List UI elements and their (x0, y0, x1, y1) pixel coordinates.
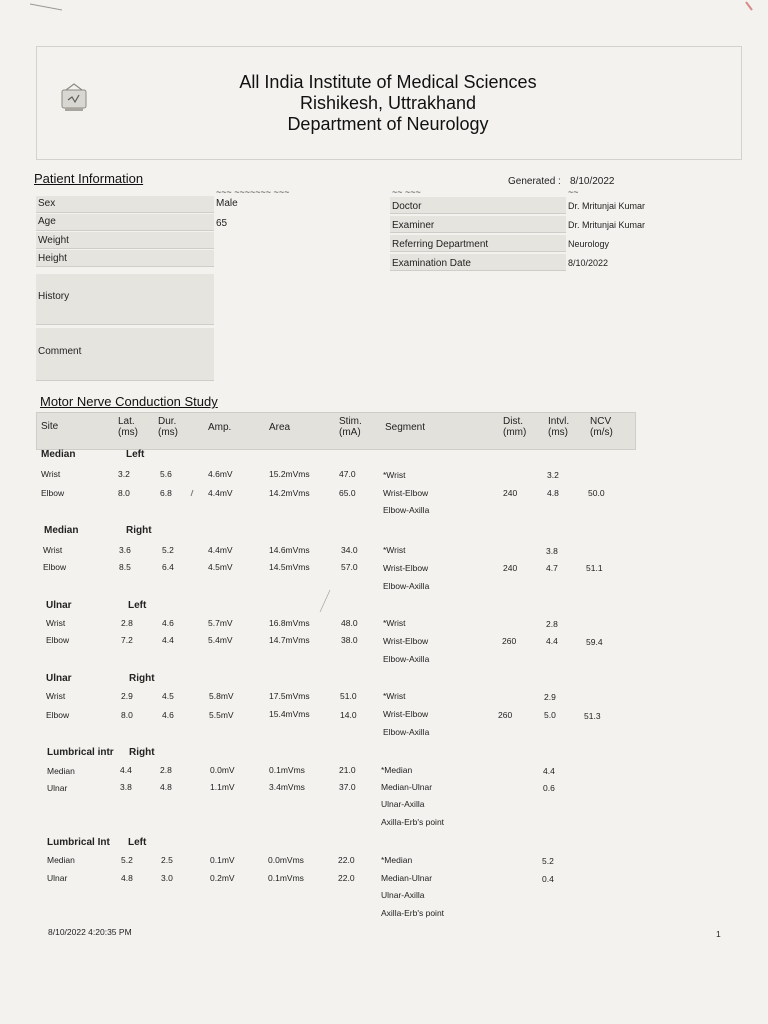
amp-cell: 0.2mV (210, 873, 235, 883)
segment-cell: Wrist-Elbow (383, 563, 429, 573)
examiner-value: Dr. Mritunjai Kumar (568, 220, 646, 230)
stim-cell: 47.0 (339, 469, 356, 479)
col-intvl: Intvl. (ms) (548, 416, 570, 438)
group-side: Left (128, 600, 147, 611)
dur-cell: 6.4 (162, 562, 174, 572)
dist-cell: 240 (503, 488, 518, 498)
dur-cell: 5.6 (160, 469, 172, 479)
lat-cell: 2.8 (121, 618, 133, 628)
segment-cell: Axilla-Erb's point (381, 817, 445, 827)
group-nerve: Ulnar (46, 600, 72, 611)
dist-cell: 240 (503, 563, 518, 573)
segment-cell: *Wrist (383, 470, 406, 480)
page-number: 1 (716, 929, 721, 939)
area-cell: 16.8mVms (269, 618, 310, 628)
site-cell: Elbow (41, 488, 65, 498)
weight-label: Weight (38, 235, 69, 246)
stim-cell: 14.0 (340, 710, 357, 720)
segment-cell: *Median (381, 855, 413, 865)
group-nerve: Lumbrical intr (47, 747, 114, 758)
patient-info-heading: Patient Information (34, 171, 144, 186)
intvl-cell: 2.8 (546, 619, 558, 629)
site-cell: Median (47, 766, 75, 776)
stim-cell: 65.0 (339, 488, 356, 498)
area-cell: 15.4mVms (269, 709, 310, 719)
institute-location: Rishikesh, Uttrakhand (299, 93, 477, 113)
intvl-cell: 4.4 (543, 766, 555, 776)
area-cell: 14.6mVms (269, 545, 310, 555)
amp-cell: 4.5mV (208, 562, 233, 572)
site-cell: Wrist (41, 469, 61, 479)
lat-cell: 3.8 (120, 782, 132, 792)
lat-cell: 2.9 (121, 691, 133, 701)
site-cell: Ulnar (47, 783, 68, 793)
group-side: Right (126, 525, 152, 536)
comment-label: Comment (38, 346, 82, 357)
segment-cell: Median-Ulnar (381, 873, 433, 883)
amp-cell: 5.4mV (208, 635, 233, 645)
area-cell: 17.5mVms (269, 691, 310, 701)
intvl-cell: 0.4 (542, 874, 554, 884)
lat-cell: 4.4 (120, 765, 132, 775)
area-cell: 0.1mVms (269, 765, 305, 775)
lat-cell: 8.0 (118, 488, 130, 498)
segment-cell: Elbow-Axilla (383, 727, 430, 737)
col-ncv: NCV (m/s) (590, 416, 613, 438)
amp-cell: 5.7mV (208, 618, 233, 628)
segment-cell: Axilla-Erb's point (381, 908, 445, 918)
generated-label: Generated : (508, 176, 561, 187)
institute-name: All India Institute of Medical Sciences (239, 72, 537, 92)
area-cell: 3.4mVms (269, 782, 305, 792)
segment-cell: Ulnar-Axilla (381, 799, 425, 809)
doctor-label: Doctor (392, 201, 422, 212)
amp-cell: 5.8mV (209, 691, 234, 701)
lat-cell: 8.5 (119, 562, 131, 572)
examiner-label: Examiner (392, 220, 435, 231)
site-cell: Wrist (43, 545, 63, 555)
site-cell: Wrist (46, 618, 66, 628)
dur-cell: 2.8 (160, 765, 172, 775)
segment-cell: Wrist-Elbow (383, 709, 429, 719)
group-nerve: Median (41, 449, 76, 460)
group-side: Right (129, 747, 155, 758)
segment-cell: Wrist-Elbow (383, 636, 429, 646)
lat-cell: 4.8 (121, 873, 133, 883)
lat-cell: 7.2 (121, 635, 133, 645)
exam-date-value: 8/10/2022 (568, 258, 609, 268)
site-cell: Median (47, 855, 75, 865)
area-cell: 14.5mVms (269, 562, 310, 572)
stim-cell: 51.0 (340, 691, 357, 701)
dur-cell: 2.5 (161, 855, 173, 865)
dist-cell: 260 (498, 710, 513, 720)
amp-cell: 4.4mV (208, 545, 233, 555)
site-cell: Wrist (46, 691, 66, 701)
lat-cell: 8.0 (121, 710, 133, 720)
dur-cell: 3.0 (161, 873, 173, 883)
study-heading: Motor Nerve Conduction Study (40, 394, 218, 409)
intvl-cell: 0.6 (543, 783, 555, 793)
amp-cell: 0.0mV (210, 765, 235, 775)
clipped-value-fragment: ~~ (568, 188, 579, 194)
segment-cell: *Wrist (383, 618, 406, 628)
stim-cell: 22.0 (338, 873, 355, 883)
col-stim: Stim. (mA) (339, 416, 362, 438)
ncv-cell: 51.1 (586, 563, 603, 573)
dur-cell: 4.5 (162, 691, 174, 701)
dur-cell: 4.8 (160, 782, 172, 792)
intvl-cell: 5.0 (544, 710, 556, 720)
segment-cell: Median-Ulnar (381, 782, 433, 792)
clipped-name-fragment: ~~~ ~~~~~~~ ~~~ (216, 188, 290, 194)
dist-cell: 260 (502, 636, 517, 646)
dur-cell: 4.4 (162, 635, 174, 645)
segment-cell: Elbow-Axilla (383, 505, 430, 515)
amp-cell: 5.5mV (209, 710, 234, 720)
amp-cell: 4.6mV (208, 469, 233, 479)
ncv-cell: 50.0 (588, 488, 605, 498)
generated-date: 8/10/2022 (570, 176, 615, 187)
site-cell: Elbow (43, 562, 67, 572)
department-name: Department of Neurology (287, 114, 489, 134)
segment-cell: *Median (381, 765, 413, 775)
amp-cell: 4.4mV (208, 488, 233, 498)
intvl-cell: 3.8 (546, 546, 558, 556)
intvl-cell: 4.8 (547, 488, 559, 498)
area-cell: 15.2mVms (269, 469, 310, 479)
intvl-cell: 3.2 (547, 470, 559, 480)
history-label: History (38, 291, 70, 302)
stim-cell: 37.0 (339, 782, 356, 792)
stim-cell: 22.0 (338, 855, 355, 865)
amp-cell: 1.1mV (210, 782, 235, 792)
col-amp: Amp. (208, 422, 232, 433)
lat-cell: 3.6 (119, 545, 131, 555)
area-cell: 14.2mVms (269, 488, 310, 498)
group-side: Right (129, 673, 155, 684)
stim-cell: 21.0 (339, 765, 356, 775)
col-dur: Dur. (ms) (158, 416, 178, 438)
group-nerve: Ulnar (46, 673, 72, 684)
site-cell: Ulnar (47, 873, 68, 883)
intvl-cell: 4.7 (546, 563, 558, 573)
dur-cell: 4.6 (162, 618, 174, 628)
ncv-cell: 51.3 (584, 711, 601, 721)
col-lat: Lat. (ms) (118, 416, 138, 438)
area-cell: 0.0mVms (268, 855, 304, 865)
footer-timestamp: 8/10/2022 4:20:35 PM (48, 927, 132, 937)
intvl-cell: 5.2 (542, 856, 554, 866)
exam-date-label: Examination Date (392, 258, 471, 269)
amp-cell: 0.1mV (210, 855, 235, 865)
age-label: Age (38, 216, 56, 227)
doctor-value: Dr. Mritunjai Kumar (568, 201, 646, 211)
referring-dept-value: Neurology (568, 239, 610, 249)
col-site: Site (41, 421, 59, 432)
dur-cell: 6.8 (160, 488, 172, 498)
sex-value: Male (216, 198, 238, 209)
segment-cell: *Wrist (383, 545, 406, 555)
col-dist: Dist. (mm) (503, 416, 527, 438)
stim-cell: 57.0 (341, 562, 358, 572)
area-cell: 0.1mVms (268, 873, 304, 883)
lat-cell: 3.2 (118, 469, 130, 479)
stim-cell: 48.0 (341, 618, 358, 628)
segment-cell: Wrist-Elbow (383, 488, 429, 498)
stim-cell: 34.0 (341, 545, 358, 555)
sex-label: Sex (38, 198, 56, 209)
intvl-cell: 2.9 (544, 692, 556, 702)
group-nerve: Lumbrical Int (47, 837, 110, 848)
group-side: Left (126, 449, 145, 460)
segment-cell: Elbow-Axilla (383, 581, 430, 591)
ncv-cell: 59.4 (586, 637, 603, 647)
height-label: Height (38, 253, 67, 264)
site-cell: Elbow (46, 635, 70, 645)
age-value: 65 (216, 218, 228, 229)
stim-cell: 38.0 (341, 635, 358, 645)
segment-cell: Ulnar-Axilla (381, 890, 425, 900)
clipped-field-fragment: ~~ ~~~ (392, 188, 421, 194)
intvl-cell: 4.4 (546, 636, 558, 646)
col-segment: Segment (385, 422, 426, 433)
group-side: Left (128, 837, 147, 848)
segment-cell: Elbow-Axilla (383, 654, 430, 664)
group-nerve: Median (44, 525, 79, 536)
dur-cell: 4.6 (162, 710, 174, 720)
dur-cell: 5.2 (162, 545, 174, 555)
site-cell: Elbow (46, 710, 70, 720)
referring-dept-label: Referring Department (392, 239, 489, 250)
col-area: Area (269, 422, 291, 433)
segment-cell: *Wrist (383, 691, 406, 701)
lat-cell: 5.2 (121, 855, 133, 865)
area-cell: 14.7mVms (269, 635, 310, 645)
